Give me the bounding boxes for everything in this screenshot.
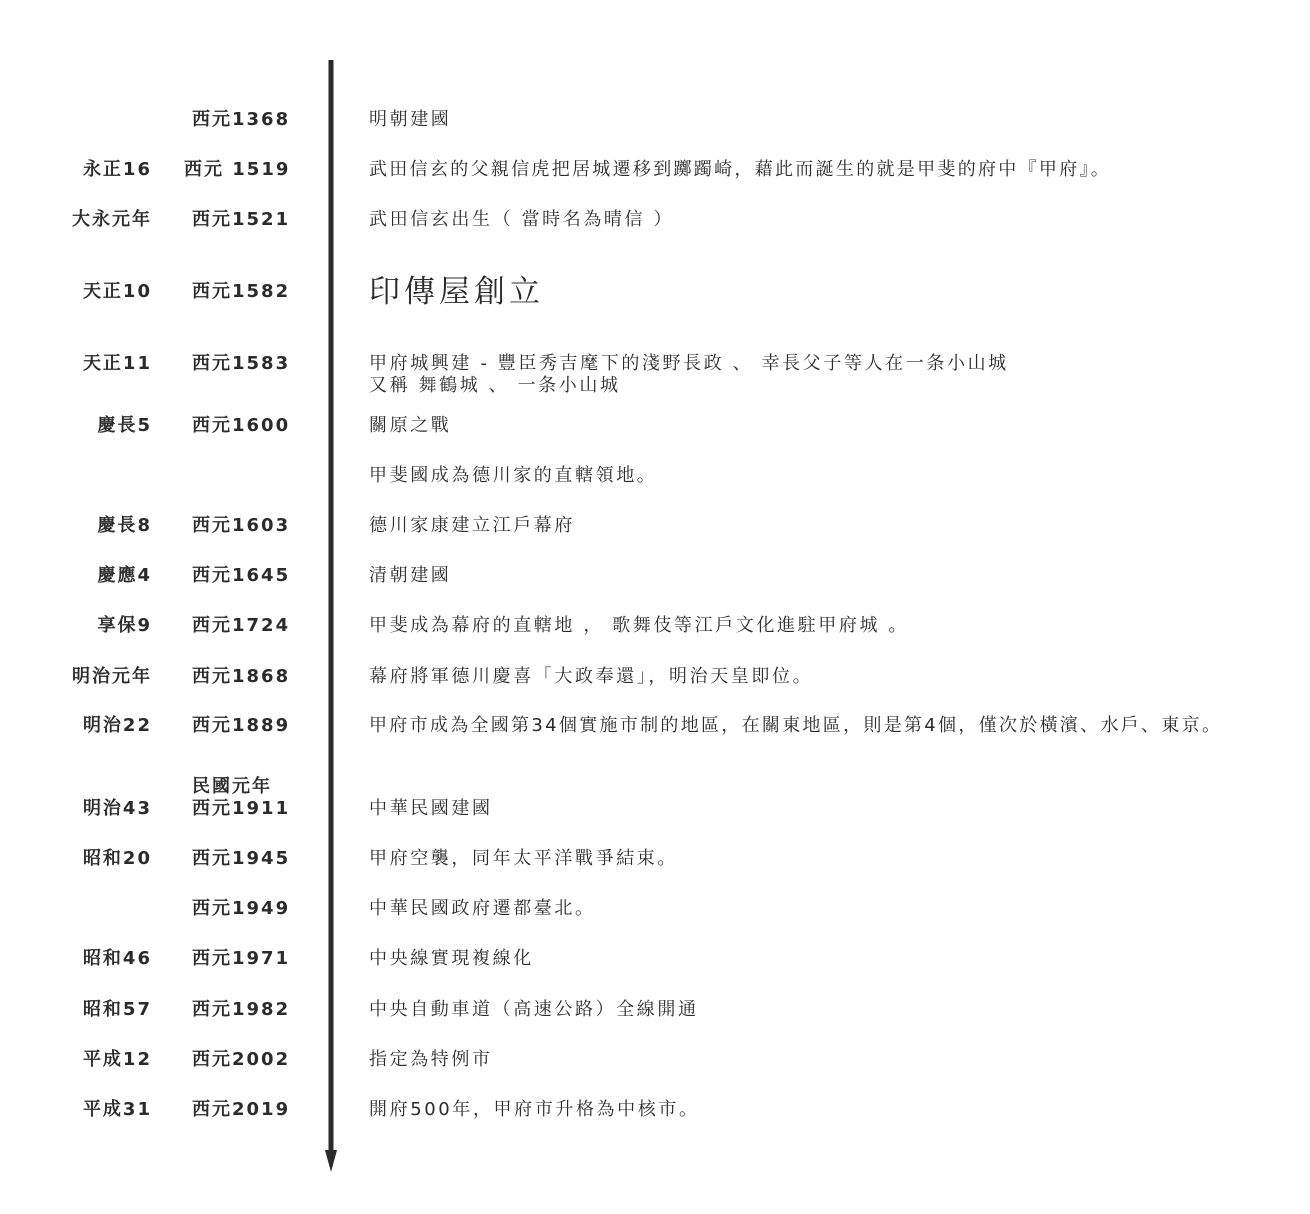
event-text: 甲府市成為全國第34個實施市制的地區，在關東地區，則是第4個，僅次於橫濱、水戶、東京。 xyxy=(369,715,1223,736)
year-label: 西元1889 xyxy=(192,715,291,736)
year-label: 西元1583 xyxy=(192,353,291,374)
timeline-arrow-head xyxy=(325,1150,337,1172)
era-label: 享保9 xyxy=(97,615,152,636)
year-label-line: 民國元年 xyxy=(192,776,272,797)
event-text: 開府500年，甲府市升格為中核市。 xyxy=(369,1099,700,1120)
event-text: 武田信玄的父親信虎把居城遷移到躑躅崎，藉此而誕生的就是甲斐的府中『甲府』。 xyxy=(369,159,1112,180)
era-label: 慶應4 xyxy=(97,565,152,586)
era-label: 昭和46 xyxy=(82,948,152,969)
event-text: 中華民國建國 xyxy=(369,798,493,819)
era-label: 昭和57 xyxy=(82,999,152,1020)
era-label: 明治22 xyxy=(82,715,152,736)
year-label: 西元2002 xyxy=(192,1049,291,1070)
event-text: 德川家康建立江戶幕府 xyxy=(369,515,575,536)
year-label: 西元1368 xyxy=(192,109,291,130)
year-label-stack xyxy=(192,776,290,820)
year-label: 西元1949 xyxy=(192,898,291,919)
era-label: 慶長5 xyxy=(97,415,152,436)
timeline-axis xyxy=(325,60,337,1175)
year-label: 西元1868 xyxy=(192,666,291,687)
era-label: 天正11 xyxy=(82,353,152,374)
year-label: 西元1645 xyxy=(192,565,291,586)
event-text-multiline xyxy=(369,353,1009,397)
era-label: 大永元年 xyxy=(72,209,152,230)
era-label: 慶長8 xyxy=(97,515,152,536)
era-label: 昭和20 xyxy=(82,848,152,869)
event-text: 甲斐國成為德川家的直轄領地。 xyxy=(369,465,658,486)
era-label: 平成12 xyxy=(82,1049,152,1070)
year-label: 西元 1519 xyxy=(184,159,291,180)
event-text: 中央自動車道（高速公路）全線開通 xyxy=(369,999,699,1020)
era-label: 平成31 xyxy=(82,1099,152,1120)
event-text: 明朝建國 xyxy=(369,109,452,130)
year-label: 西元1521 xyxy=(192,209,291,230)
event-text-line: 甲府城興建 - 豐臣秀吉麾下的淺野長政 、 幸長父子等人在一条小山城 xyxy=(369,353,1009,374)
event-text: 甲府空襲，同年太平洋戰爭結束。 xyxy=(369,848,678,869)
year-label: 西元2019 xyxy=(192,1099,291,1120)
era-label: 永正16 xyxy=(82,159,152,180)
event-text: 幕府將軍德川慶喜「大政奉還」，明治天皇即位。 xyxy=(369,666,814,687)
event-text: 關原之戰 xyxy=(369,415,452,436)
year-label: 西元1982 xyxy=(192,999,291,1020)
year-label: 西元1603 xyxy=(192,515,291,536)
timeline-axis-line xyxy=(329,60,334,1157)
year-label-line: 西元1911 xyxy=(192,798,291,819)
event-text: 中華民國政府遷都臺北。 xyxy=(369,898,596,919)
era-label: 天正10 xyxy=(82,281,152,302)
year-label: 西元1600 xyxy=(192,415,291,436)
event-text: 武田信玄出生（ 當時名為晴信 ） xyxy=(369,209,675,230)
era-label: 明治元年 xyxy=(72,666,152,687)
year-label: 西元1582 xyxy=(192,281,291,302)
year-label: 西元1724 xyxy=(192,615,291,636)
year-label: 西元1945 xyxy=(192,848,291,869)
event-text-highlight: 印傳屋創立 xyxy=(369,274,544,310)
year-label: 西元1971 xyxy=(192,948,291,969)
event-text: 清朝建國 xyxy=(369,565,452,586)
event-text-line: 又稱 舞鶴城 、 一条小山城 xyxy=(369,375,621,396)
event-text: 指定為特例市 xyxy=(369,1049,493,1070)
event-text: 甲斐成為幕府的直轄地 ， 歌舞伎等江戶文化進駐甲府城 。 xyxy=(369,615,909,636)
event-text: 中央線實現複線化 xyxy=(369,948,534,969)
era-label: 明治43 xyxy=(82,798,152,819)
